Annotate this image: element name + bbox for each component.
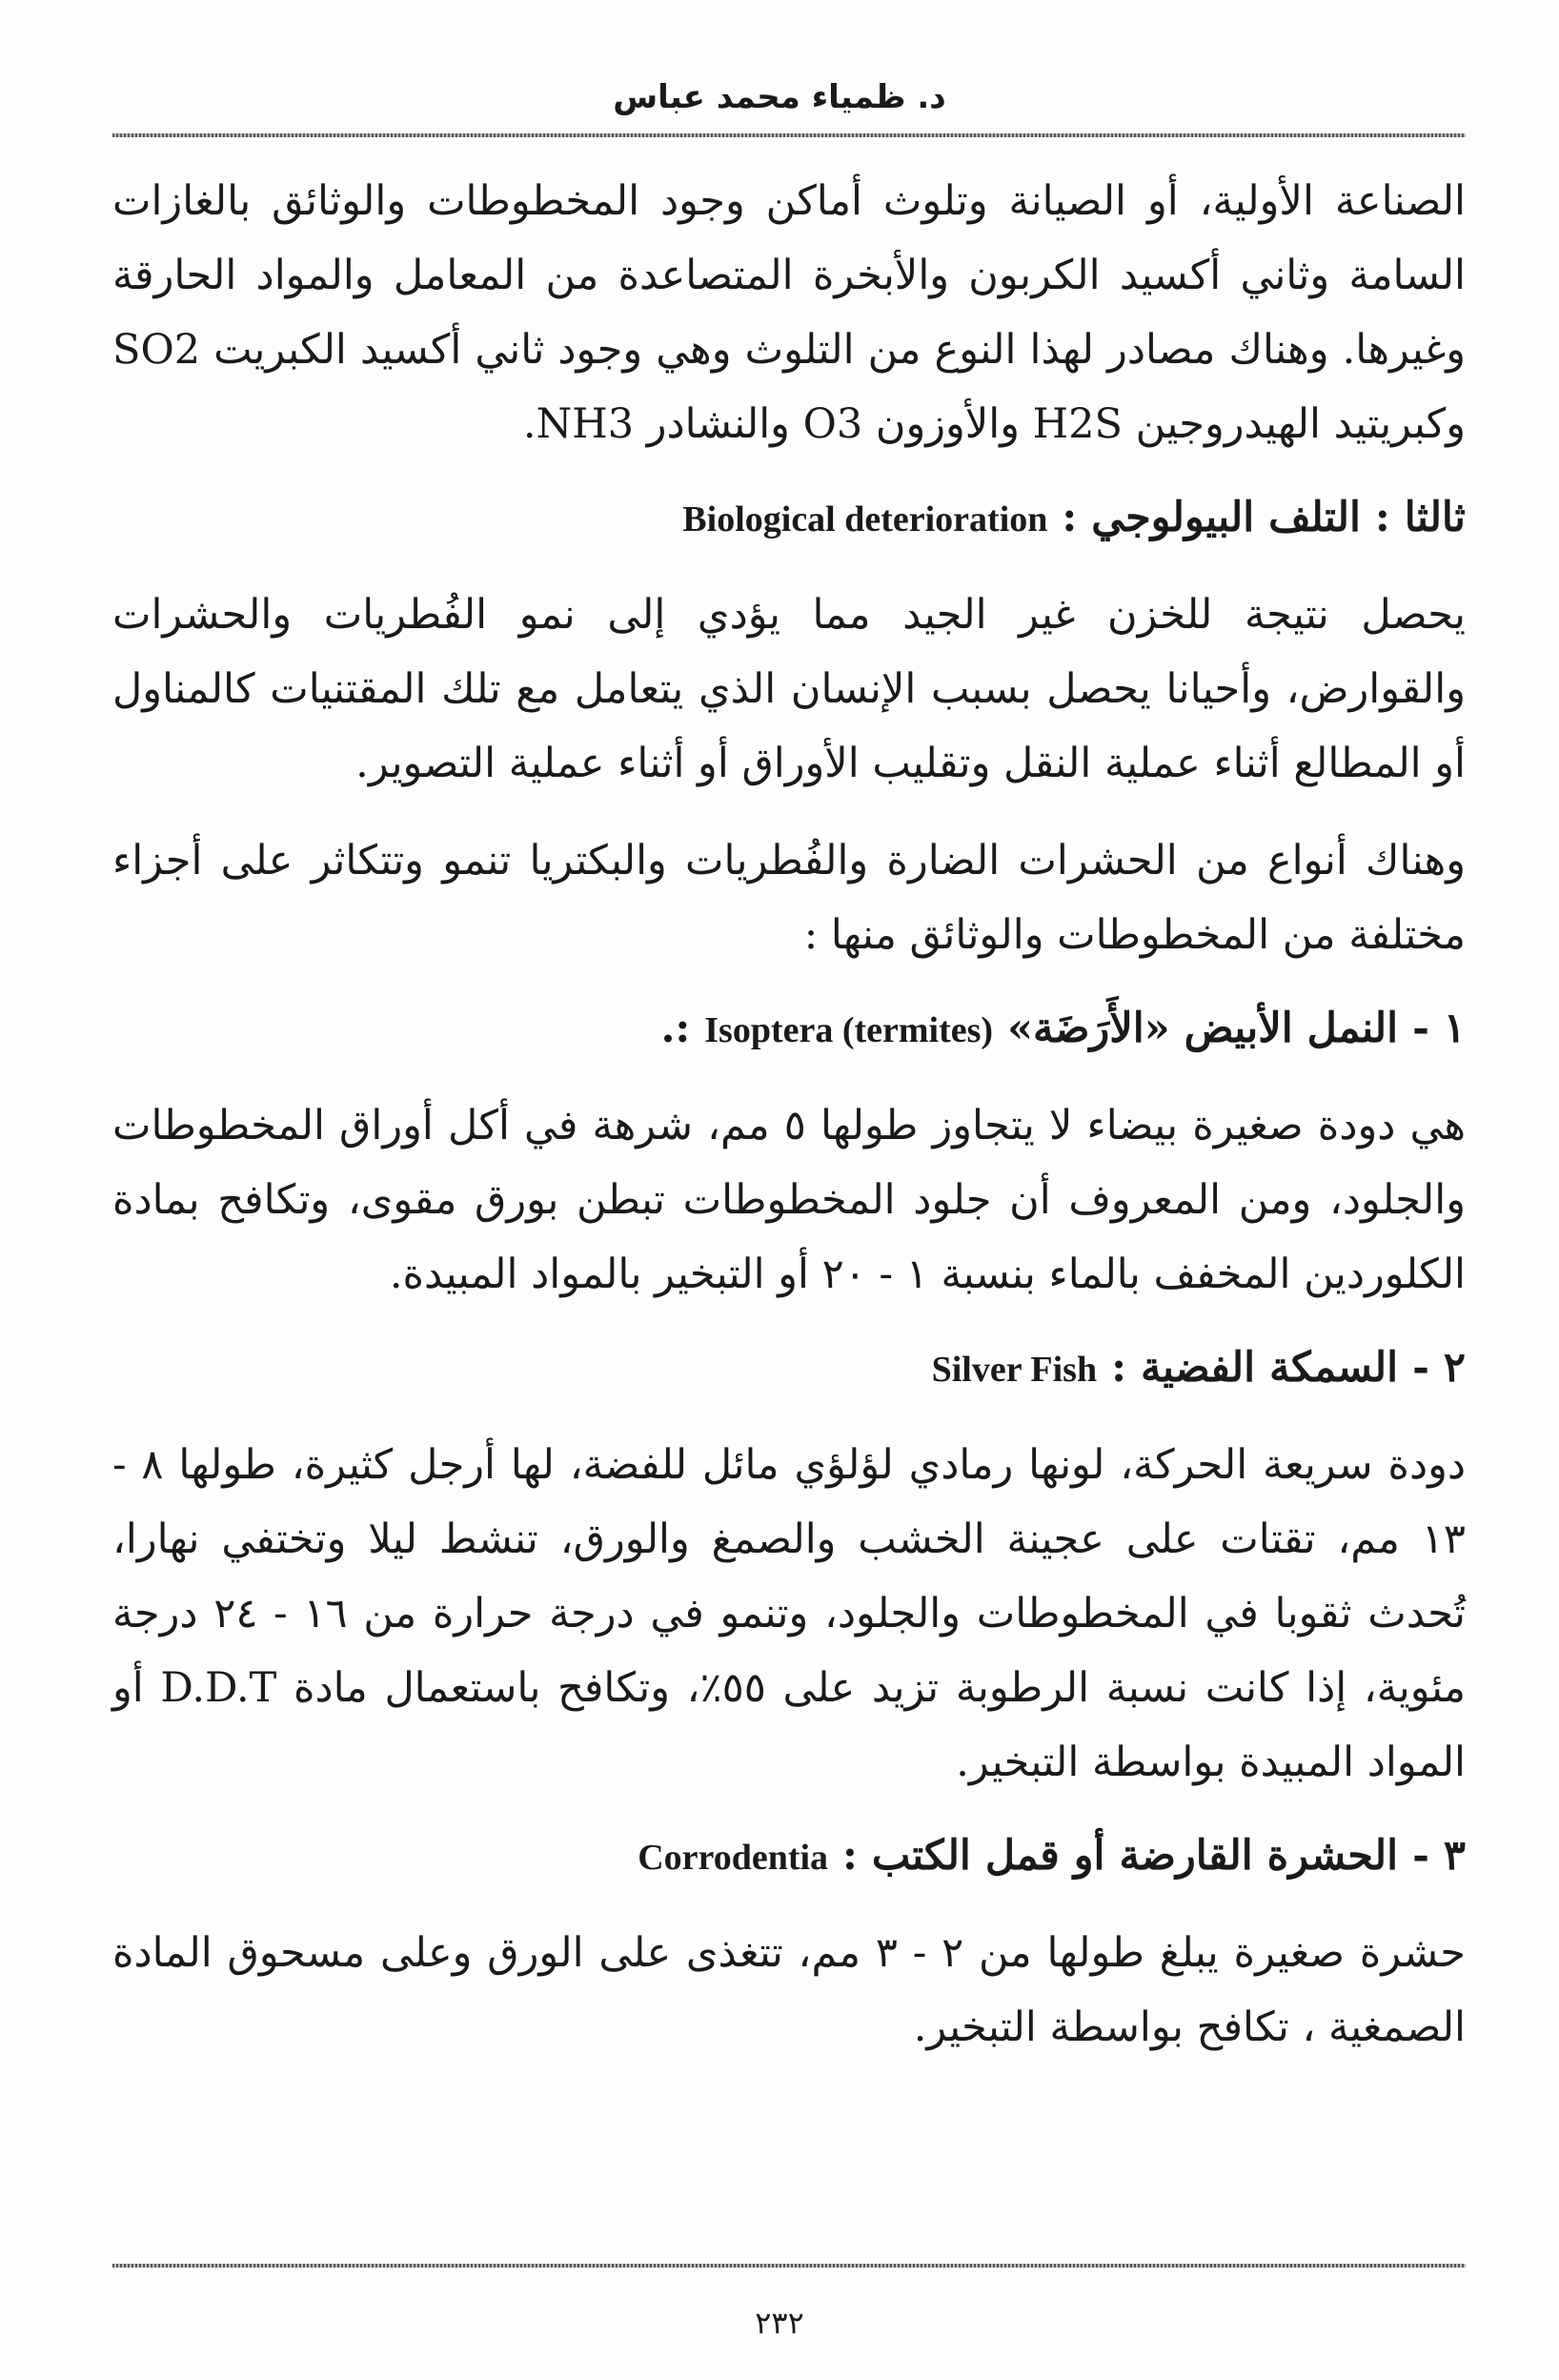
section-heading-arabic: ثالثا : التلف البيولوجي	[1091, 494, 1466, 541]
item-heading-book-lice	[112, 1822, 1466, 1891]
item-heading-english: Isoptera (termites)	[704, 1010, 994, 1050]
item-heading-arabic: ٢ - السمكة الفضية	[1140, 1344, 1466, 1392]
paragraph-book-lice: حشرة صغيرة يبلغ طولها من ٢ - ٣ مم، تتغذى على الورق وعلى مسحوق المادة الصمغية ، تكافح بواسطة التبخير.	[112, 1929, 1466, 2051]
item-heading-arabic: ١ - النمل الأبيض «الأَرَضَة»	[1007, 1005, 1466, 1052]
footer-rule	[112, 2264, 1466, 2268]
section-heading-english: Biological deterioration	[682, 499, 1048, 539]
item-heading-termites	[112, 995, 1466, 1064]
paragraph-termites: هي دودة صغيرة بيضاء لا يتجاوز طولها ٥ مم، شرهة في أكل أوراق المخطوطات والجلود، ومن المعروف أن جلود المخطوطات تبطن بورق مقوى، وتكافح بمادة الكلوردين المخفف بالماء بنسبة ١ - ٢٠ أو التبخير بالمواد المبيدة.	[112, 1102, 1466, 1298]
paragraph-pollution-gases: الصناعة الأولية، أو الصيانة وتلوث أماكن وجود المخطوطات والوثائق بالغازات السامة وثاني أكسيد الكربون والأبخرة المتصاعدة من المعامل والمواد الحارقة وغيرها. وهناك مصادر لهذا النوع من التلوث وهي وجود ثاني أكسيد الكبريت SO2 وكبريتيد الهيدروجين H2S والأوزون O3 والنشادر NH3.	[112, 177, 1466, 448]
item-heading-silver-fish	[112, 1334, 1466, 1403]
heading-separator: :	[828, 1832, 872, 1880]
page-body	[112, 164, 1466, 2087]
paragraph-silver-fish: دودة سريعة الحركة، لونها رمادي لؤلؤي مائل للفضة، لها أرجل كثيرة، طولها ٨ - ١٣ مم، تقتات على عجينة الخشب والصمغ والورق، تنشط ليلا وتختفي نهارا، تُحدث ثقوبا في المخطوطات والجلود، وتنمو في درجة حرارة من ١٦ - ٢٤ درجة مئوية، إذا كانت نسبة الرطوبة تزيد على ٥٥٪، وتكافح باستعمال مادة D.D.T أو المواد المبيدة بواسطة التبخير.	[112, 1441, 1467, 1786]
paragraph-biological-causes: يحصل نتيجة للخزن غير الجيد مما يؤدي إلى نمو الفُطريات والحشرات والقوارض، وأحيانا يحصل بسبب الإنسان الذي يتعامل مع تلك المقتنيات كالمناول أو المطالع أثناء عملية النقل وتقليب الأوراق أو أثناء عملية التصوير.	[112, 591, 1466, 787]
item-heading-arabic: ٣ - الحشرة القارضة أو قمل الكتب	[871, 1832, 1466, 1880]
header-rule	[112, 133, 1466, 137]
running-header-author: د. ظمياء محمد عباس	[613, 78, 946, 116]
paragraph-harmful-organisms: وهناك أنواع من الحشرات الضارة والفُطريات والبكتريا تنمو وتتكاثر على أجزاء مختلفة من المخطوطات والوثائق منها :	[112, 837, 1466, 959]
page-number: ٢٣٢	[755, 2305, 804, 2341]
section-heading-biological-deterioration	[112, 484, 1466, 553]
item-heading-english: Corrodentia	[638, 1838, 829, 1878]
item-heading-english: Silver Fish	[931, 1350, 1098, 1390]
heading-separator: :	[1047, 494, 1092, 541]
heading-separator: :.	[660, 1005, 705, 1052]
heading-separator: :	[1097, 1344, 1141, 1392]
